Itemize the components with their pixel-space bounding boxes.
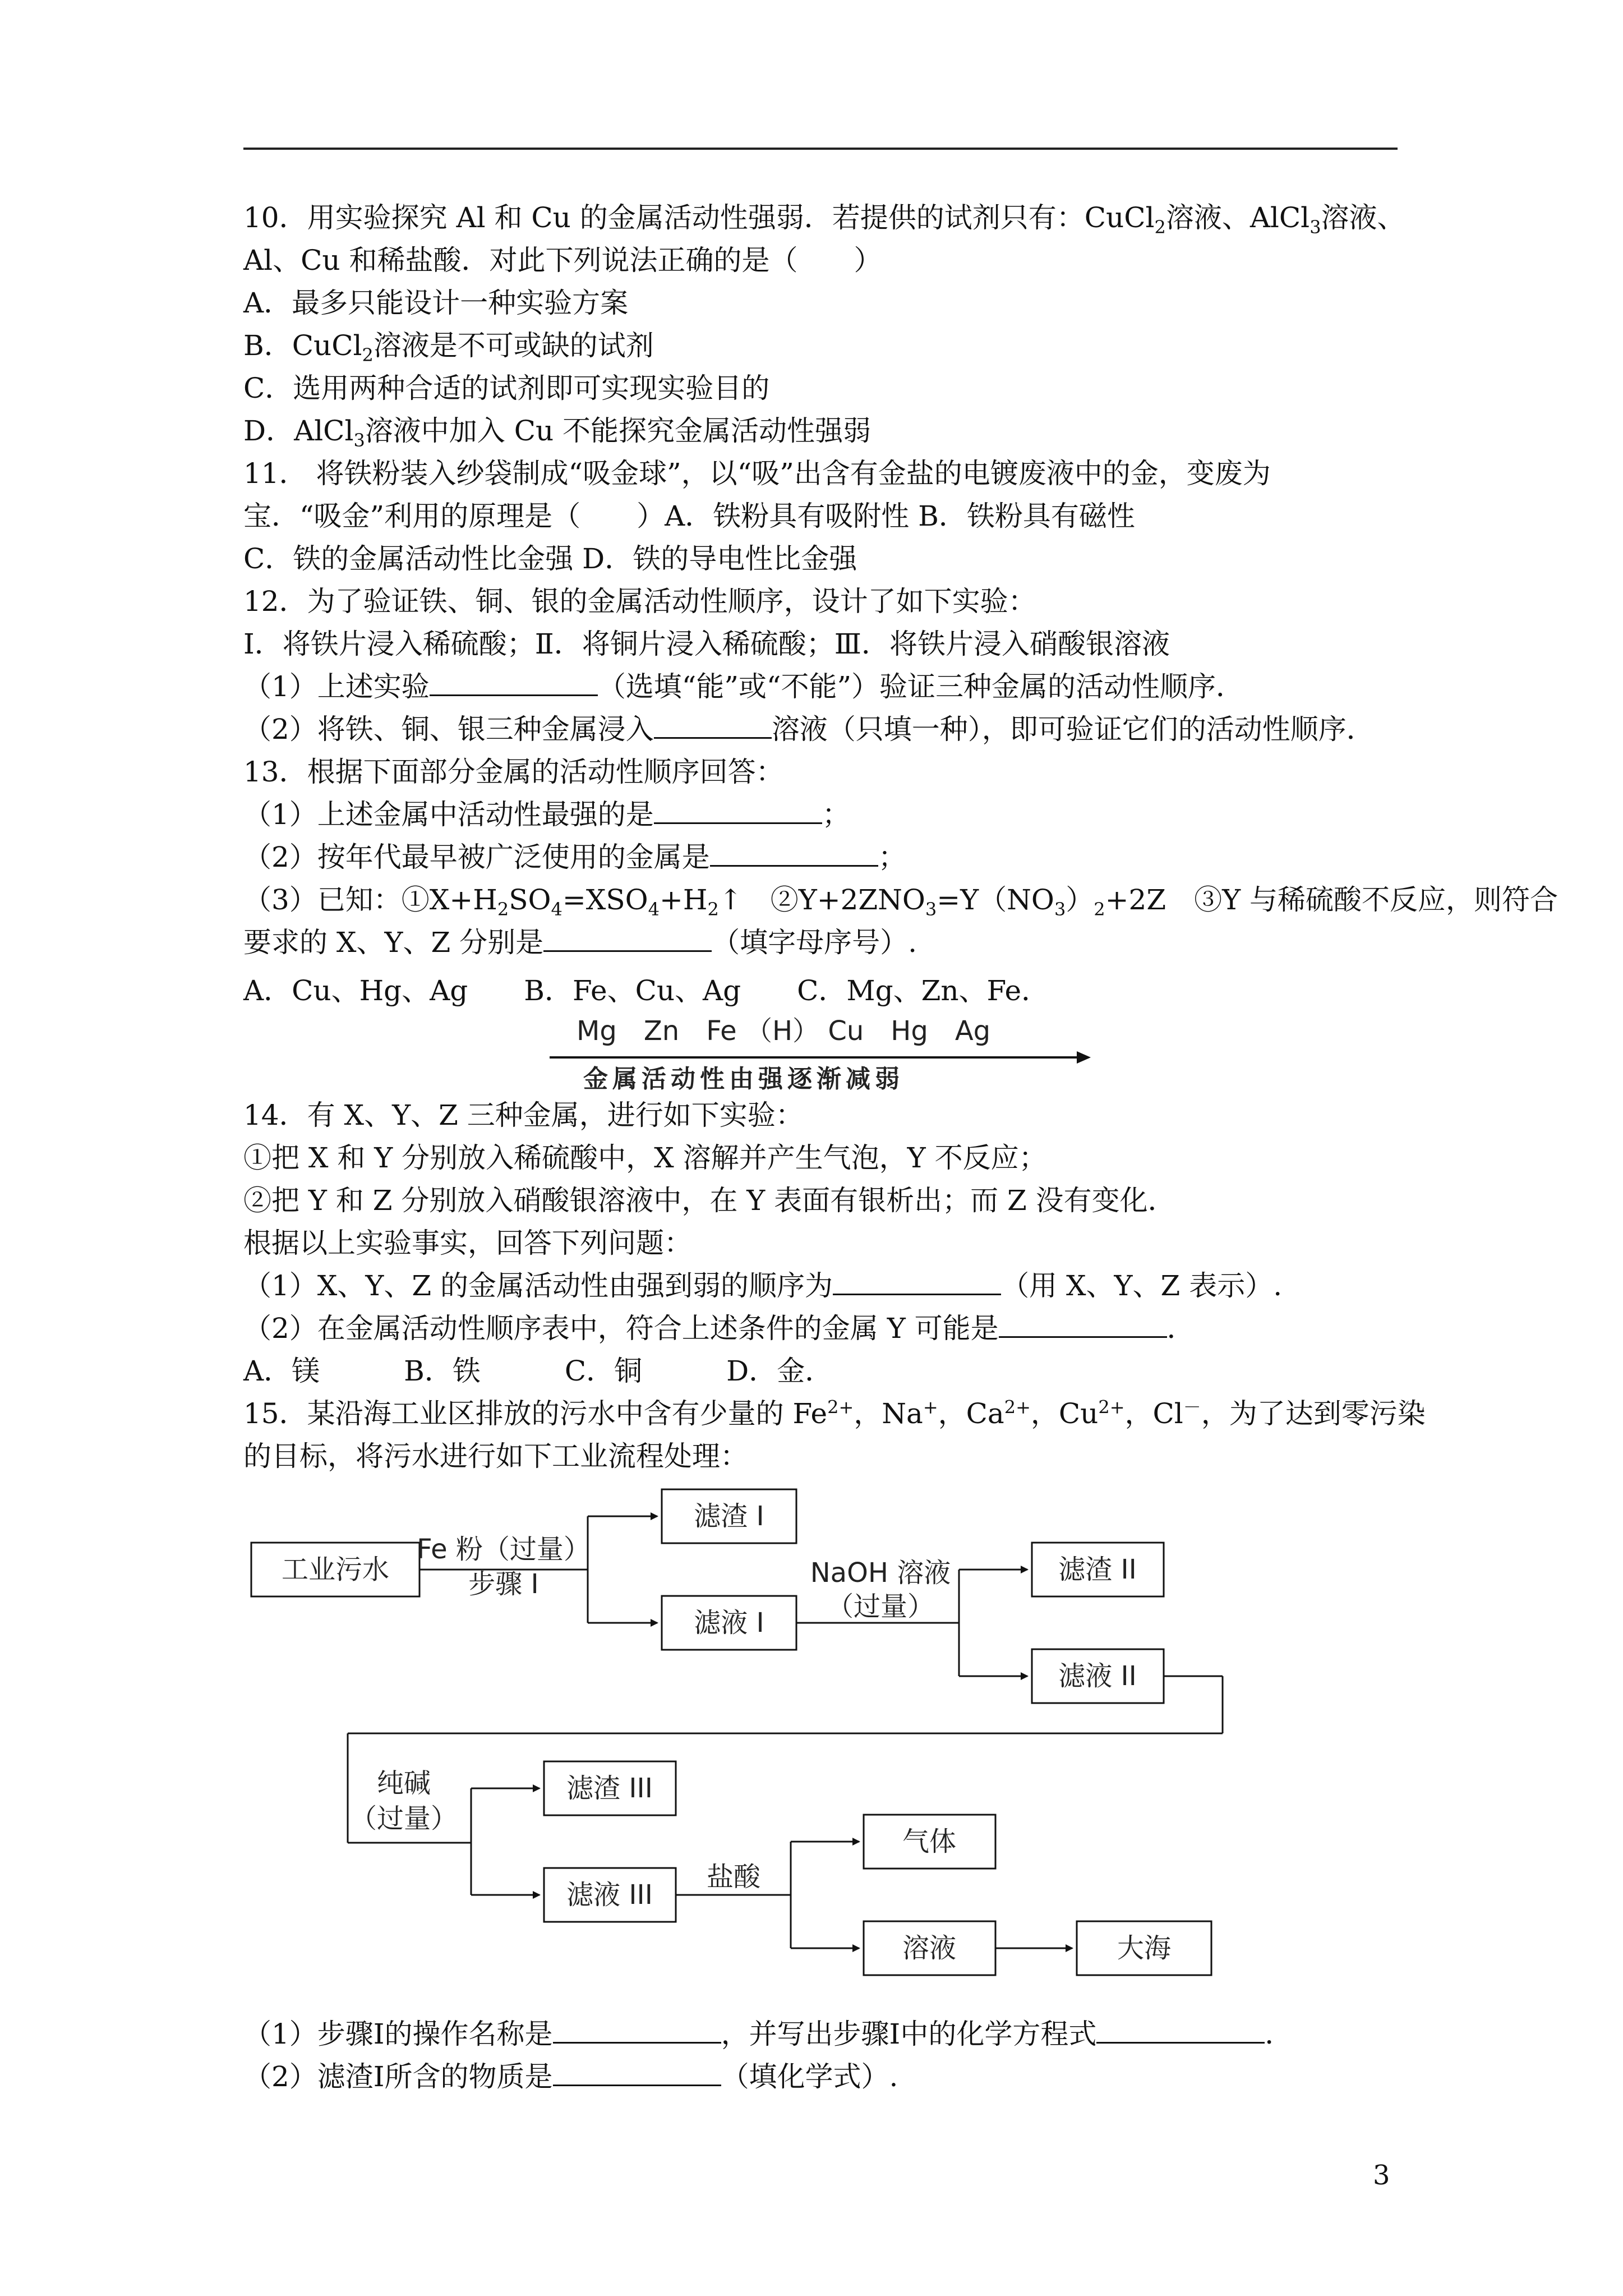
- q12-line1: 12．为了验证铁、铜、银的金属活动性顺序，设计了如下实验：: [243, 585, 1036, 618]
- process-flowchart: [236, 1481, 1267, 1997]
- label-naoh-excess: （过量）: [826, 1591, 935, 1622]
- q10-option-d: D．AlCl$_3$溶液中加入 Cu 不能探究金属活动性强弱: [243, 415, 872, 451]
- q15-line2: 的目标，将污水进行如下工业流程处理：: [243, 1440, 748, 1473]
- q13-options: A．Cu、Hg、Ag B．Fe、Cu、Ag C．Mg、Zn、Fe．: [243, 974, 1050, 1007]
- label-fe-powder: Fe 粉（过量）: [417, 1534, 591, 1565]
- label-residue3: 滤渣 III: [566, 1773, 653, 1804]
- page-number: 3: [1373, 2160, 1390, 2191]
- q11-line1: 11． 将铁粉装入纱袋制成“吸金球”，以“吸”出含有金盐的电镀废液中的金，变废为: [243, 457, 1271, 490]
- q14-part1: （1）X、Y、Z 的金属活动性由强到弱的顺序为 （用 X、Y、Z 表示）.: [243, 1269, 1283, 1302]
- q14-part2: （2）在金属活动性顺序表中，符合上述条件的金属 Y 可能是 ．: [243, 1312, 1195, 1345]
- metal-series: Mg Zn Fe （H） Cu Hg Ag: [577, 1015, 991, 1047]
- q10-option-b: B．CuCl$_2$溶液是不可或缺的试剂: [243, 329, 654, 366]
- q12-part2: （2）将铁、铜、银三种金属浸入 溶液（只填一种），即可验证它们的活动性顺序．: [243, 713, 1375, 746]
- q13-part2: （2）按年代最早被广泛使用的金属是 ；: [243, 841, 906, 873]
- q14-options: A．镁 B．铁 C．铜 D．金．: [243, 1355, 833, 1387]
- q15-line1: 15．某沿海工业区排放的污水中含有少量的 $Fe^{2+}$，Na+，$Ca^{2+}$，$Cu^{2+}$，Cl－，为了达到零污染: [243, 1396, 1426, 1430]
- q11-line3: C．铁的金属活动性比金强 D．铁的导电性比金强: [243, 542, 857, 575]
- q11-line2: 宝．“吸金”利用的原理是（ ）A．铁粉具有吸附性 B．铁粉具有磁性: [243, 500, 1135, 532]
- answer-blank[interactable]: [543, 926, 712, 952]
- q13-line1: 13．根据下面部分金属的活动性顺序回答：: [243, 756, 784, 788]
- label-soda-excess: （过量）: [349, 1803, 458, 1834]
- label-hcl: 盐酸: [706, 1861, 761, 1893]
- q14-line2: ①把 X 和 Y 分别放入稀硫酸中，X 溶解并产生气泡，Y 不反应；: [243, 1142, 1047, 1174]
- q13-part1: （1）上述金属中活动性最强的是 ；: [243, 798, 850, 831]
- answer-blank[interactable]: [833, 1269, 1001, 1295]
- label-solution: 溶液: [902, 1932, 957, 1964]
- q10-stem-line2: Al、Cu 和稀盐酸．对此下列说法正确的是（ ）: [243, 244, 882, 277]
- q14-line4: 根据以上实验事实，回答下列问题：: [243, 1227, 692, 1259]
- label-filtrate3: 滤液 III: [566, 1879, 653, 1911]
- label-sea: 大海: [1117, 1932, 1172, 1964]
- q12-part1: （1）上述实验 （选填“能”或“不能”）验证三种金属的活动性顺序．: [243, 670, 1244, 703]
- answer-blank[interactable]: [430, 670, 598, 696]
- q15-part1: （1）步骤Ⅰ的操作名称是 ，并写出步骤Ⅰ中的化学方程式 ．: [243, 2018, 1293, 2050]
- answer-blank[interactable]: [654, 798, 822, 824]
- answer-blank[interactable]: [654, 712, 772, 739]
- q14-line1: 14．有 X、Y、Z 三种金属，进行如下实验：: [243, 1099, 804, 1131]
- q13-part3-cont: 要求的 X、Y、Z 分别是 （填字母序号）.: [243, 926, 917, 959]
- label-filtrate1: 滤液 I: [694, 1607, 764, 1639]
- label-residue2: 滤渣 II: [1058, 1554, 1137, 1585]
- q13-part3: （3）已知：$①X+H_2SO_4=XSO_4+H_2↑$ $②Y+2ZNO_3=Y(NO_3)_2+2Z$ ③Y 与稀硫酸不反应，则符合: [243, 884, 1559, 920]
- answer-blank[interactable]: [710, 840, 878, 867]
- series-arrow-label: 金属活动性由强逐渐减弱: [583, 1065, 904, 1093]
- q10-stem-line1: 10．用实验探究 Al 和 Cu 的金属活动性强弱．若提供的试剂只有：CuCl$_2$溶液、AlCl$_3$溶液、: [243, 201, 1405, 238]
- activity-series-diagram: [538, 1010, 1099, 1099]
- label-gas: 气体: [902, 1826, 957, 1857]
- q10-option-a: A．最多只能设计一种实验方案: [243, 287, 629, 319]
- label-wastewater: 工业污水: [281, 1554, 390, 1585]
- q10-option-c: C．选用两种合适的试剂即可实现实验目的: [243, 372, 770, 404]
- q12-line2: Ⅰ．将铁片浸入稀硫酸；Ⅱ．将铜片浸入稀硫酸；Ⅲ．将铁片浸入硝酸银溶液: [243, 628, 1170, 660]
- answer-blank[interactable]: [1096, 2017, 1265, 2044]
- label-residue1: 滤渣 I: [694, 1501, 764, 1532]
- label-soda: 纯碱: [376, 1768, 431, 1799]
- header-rule: [243, 148, 1398, 150]
- label-step1: 步骤 I: [468, 1568, 539, 1600]
- q15-part2: （2）滤渣Ⅰ所含的物质是 （填化学式）.: [243, 2060, 898, 2093]
- answer-blank[interactable]: [553, 2060, 721, 2086]
- answer-blank[interactable]: [553, 2017, 721, 2044]
- label-filtrate2: 滤液 II: [1058, 1660, 1137, 1692]
- series-arrowhead: [1077, 1051, 1091, 1064]
- answer-blank[interactable]: [999, 1312, 1167, 1338]
- q14-line3: ②把 Y 和 Z 分别放入硝酸银溶液中，在 Y 表面有银析出；而 Z 没有变化．: [243, 1184, 1176, 1217]
- label-naoh: NaOH 溶液: [810, 1557, 951, 1589]
